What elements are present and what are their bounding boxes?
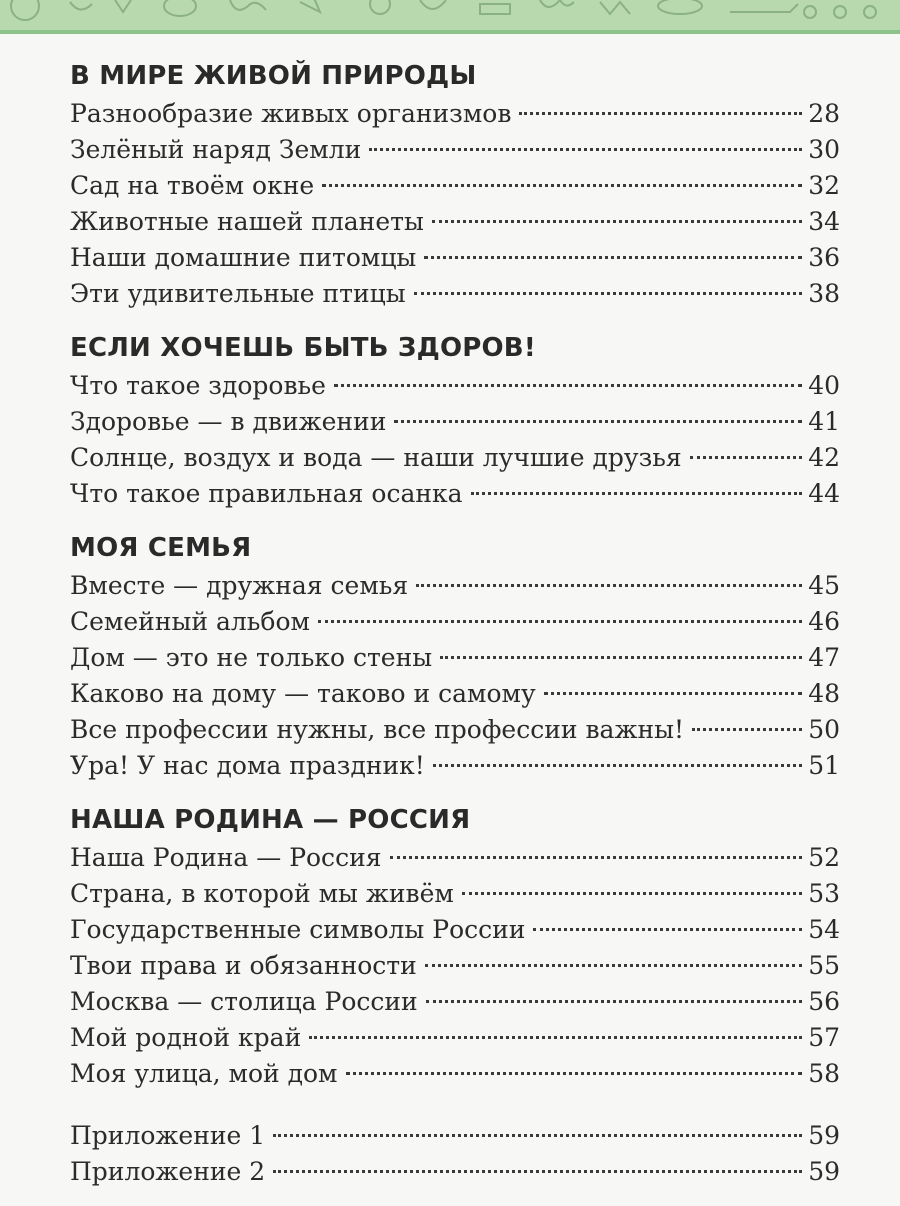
toc-entry[interactable]	[70, 640, 840, 676]
toc-entry[interactable]	[70, 168, 840, 204]
dot-leader	[692, 728, 802, 731]
toc-entry-page-number: 45	[808, 571, 840, 600]
toc-entry-page-number: 51	[808, 751, 840, 780]
dot-leader	[414, 292, 803, 295]
toc-entry-page-number: 50	[808, 715, 840, 744]
dot-leader	[462, 892, 802, 895]
dot-leader	[440, 656, 802, 659]
dot-leader	[544, 692, 803, 695]
dot-leader	[369, 148, 802, 151]
dot-leader	[346, 1072, 803, 1075]
top-decorative-banner	[0, 0, 900, 34]
toc-entry-page-number: 59	[808, 1157, 840, 1186]
toc-entry-title: Твои права и обязанности	[70, 951, 417, 980]
dot-leader	[433, 764, 802, 767]
toc-entry[interactable]	[70, 568, 840, 604]
toc-entry[interactable]	[70, 840, 840, 876]
toc-entry-page-number: 57	[808, 1023, 840, 1052]
toc-entry[interactable]	[70, 712, 840, 748]
toc-entry-page-number: 53	[808, 879, 840, 908]
toc-entry[interactable]	[70, 984, 840, 1020]
toc-entry-title: Каково на дому — таково и самому	[70, 679, 536, 708]
dot-leader	[273, 1134, 802, 1137]
toc-entry[interactable]	[70, 876, 840, 912]
toc-entry-title: Разнообразие живых организмов	[70, 99, 512, 128]
toc-entry-title: Приложение 1	[70, 1121, 266, 1150]
toc-section	[70, 56, 840, 312]
toc-entry-title: Ура! У нас дома праздник!	[70, 751, 425, 780]
toc-entry[interactable]	[70, 404, 840, 440]
toc-entry-title: Солнце, воздух и вода — наши лучшие друзья	[70, 443, 682, 472]
toc-entry-title: Сад на твоём окне	[70, 171, 315, 200]
toc-entry[interactable]	[70, 204, 840, 240]
dot-leader	[322, 184, 802, 187]
toc-entry[interactable]	[70, 1056, 840, 1092]
toc-entry-title: Животные нашей планеты	[70, 207, 424, 236]
toc-entry[interactable]	[70, 948, 840, 984]
toc-entry[interactable]	[70, 276, 840, 312]
toc-section	[70, 528, 840, 784]
toc-entry-page-number: 28	[808, 99, 840, 128]
toc-entry[interactable]	[70, 1154, 840, 1190]
toc-entry-title: Наши домашние питомцы	[70, 243, 417, 272]
toc-entry[interactable]	[70, 440, 840, 476]
dot-leader	[394, 420, 802, 423]
toc-entry-page-number: 34	[808, 207, 840, 236]
dot-leader	[273, 1170, 802, 1173]
toc-entry-page-number: 58	[808, 1059, 840, 1088]
toc-entry[interactable]	[70, 96, 840, 132]
toc-entry-title: Дом — это не только стены	[70, 643, 433, 672]
toc-entry-title: Моя улица, мой дом	[70, 1059, 338, 1088]
dot-leader	[309, 1036, 802, 1039]
toc-entry-page-number: 56	[808, 987, 840, 1016]
toc-entry-page-number: 48	[808, 679, 840, 708]
dot-leader	[471, 492, 803, 495]
toc-entry-page-number: 55	[808, 951, 840, 980]
toc-entry-page-number: 44	[808, 479, 840, 508]
toc-entry-title: Мой родной край	[70, 1023, 302, 1052]
toc-entry-title: Что такое здоровье	[70, 371, 326, 400]
toc-entry-page-number: 32	[808, 171, 840, 200]
toc-entry-title: Наша Родина — Россия	[70, 843, 382, 872]
toc-entry-title: Москва — столица России	[70, 987, 418, 1016]
toc-entry[interactable]	[70, 1118, 840, 1154]
toc-entry-title: Вместе — дружная семья	[70, 571, 409, 600]
section-heading: МОЯ СЕМЬЯ	[70, 533, 252, 563]
toc-entry-page-number: 38	[808, 279, 840, 308]
toc-entry-page-number: 36	[808, 243, 840, 272]
dot-leader	[425, 964, 802, 967]
dot-leader	[334, 384, 802, 387]
toc-entry-page-number: 40	[808, 371, 840, 400]
toc-entry-page-number: 54	[808, 915, 840, 944]
toc-entry-page-number: 59	[808, 1121, 840, 1150]
toc-entry-page-number: 30	[808, 135, 840, 164]
toc-entry[interactable]	[70, 1020, 840, 1056]
toc-entry-page-number: 46	[808, 607, 840, 636]
dot-leader	[690, 456, 803, 459]
toc-entry[interactable]	[70, 676, 840, 712]
toc-entry-page-number: 47	[808, 643, 840, 672]
dot-leader	[533, 928, 802, 931]
toc-appendix-section	[70, 1118, 840, 1190]
dot-leader	[416, 584, 802, 587]
toc-entry-title: Страна, в которой мы живём	[70, 879, 454, 908]
dot-leader	[318, 620, 802, 623]
toc-entry-title: Зелёный наряд Земли	[70, 135, 362, 164]
nature-doodles-icon	[0, 0, 900, 30]
toc-entry-title: Здоровье — в движении	[70, 407, 387, 436]
toc-entry-title: Все профессии нужны, все профессии важны!	[70, 715, 685, 744]
dot-leader	[519, 112, 802, 115]
section-heading: НАША РОДИНА — РОССИЯ	[70, 805, 471, 835]
toc-entry[interactable]	[70, 368, 840, 404]
dot-leader	[426, 1000, 802, 1003]
toc-entry-page-number: 41	[808, 407, 840, 436]
toc-entry-title: Эти удивительные птицы	[70, 279, 406, 308]
table-of-contents	[70, 56, 840, 1206]
dot-leader	[424, 256, 802, 259]
toc-entry[interactable]	[70, 912, 840, 948]
toc-entry-page-number: 42	[808, 443, 840, 472]
toc-entry-page-number: 52	[808, 843, 840, 872]
toc-entry[interactable]	[70, 476, 840, 512]
toc-entry[interactable]	[70, 132, 840, 168]
toc-entry-title: Семейный альбом	[70, 607, 310, 636]
section-heading: ЕСЛИ ХОЧЕШЬ БЫТЬ ЗДОРОВ!	[70, 333, 536, 363]
section-heading: В МИРЕ ЖИВОЙ ПРИРОДЫ	[70, 61, 477, 91]
toc-entry[interactable]	[70, 748, 840, 784]
dot-leader	[432, 220, 802, 223]
toc-section	[70, 328, 840, 512]
dot-leader	[390, 856, 803, 859]
toc-section	[70, 800, 840, 1092]
toc-entry-title: Приложение 2	[70, 1157, 266, 1186]
toc-entry[interactable]	[70, 240, 840, 276]
toc-entry-title: Что такое правильная осанка	[70, 479, 463, 508]
toc-entry[interactable]	[70, 604, 840, 640]
toc-entry-title: Государственные символы России	[70, 915, 526, 944]
